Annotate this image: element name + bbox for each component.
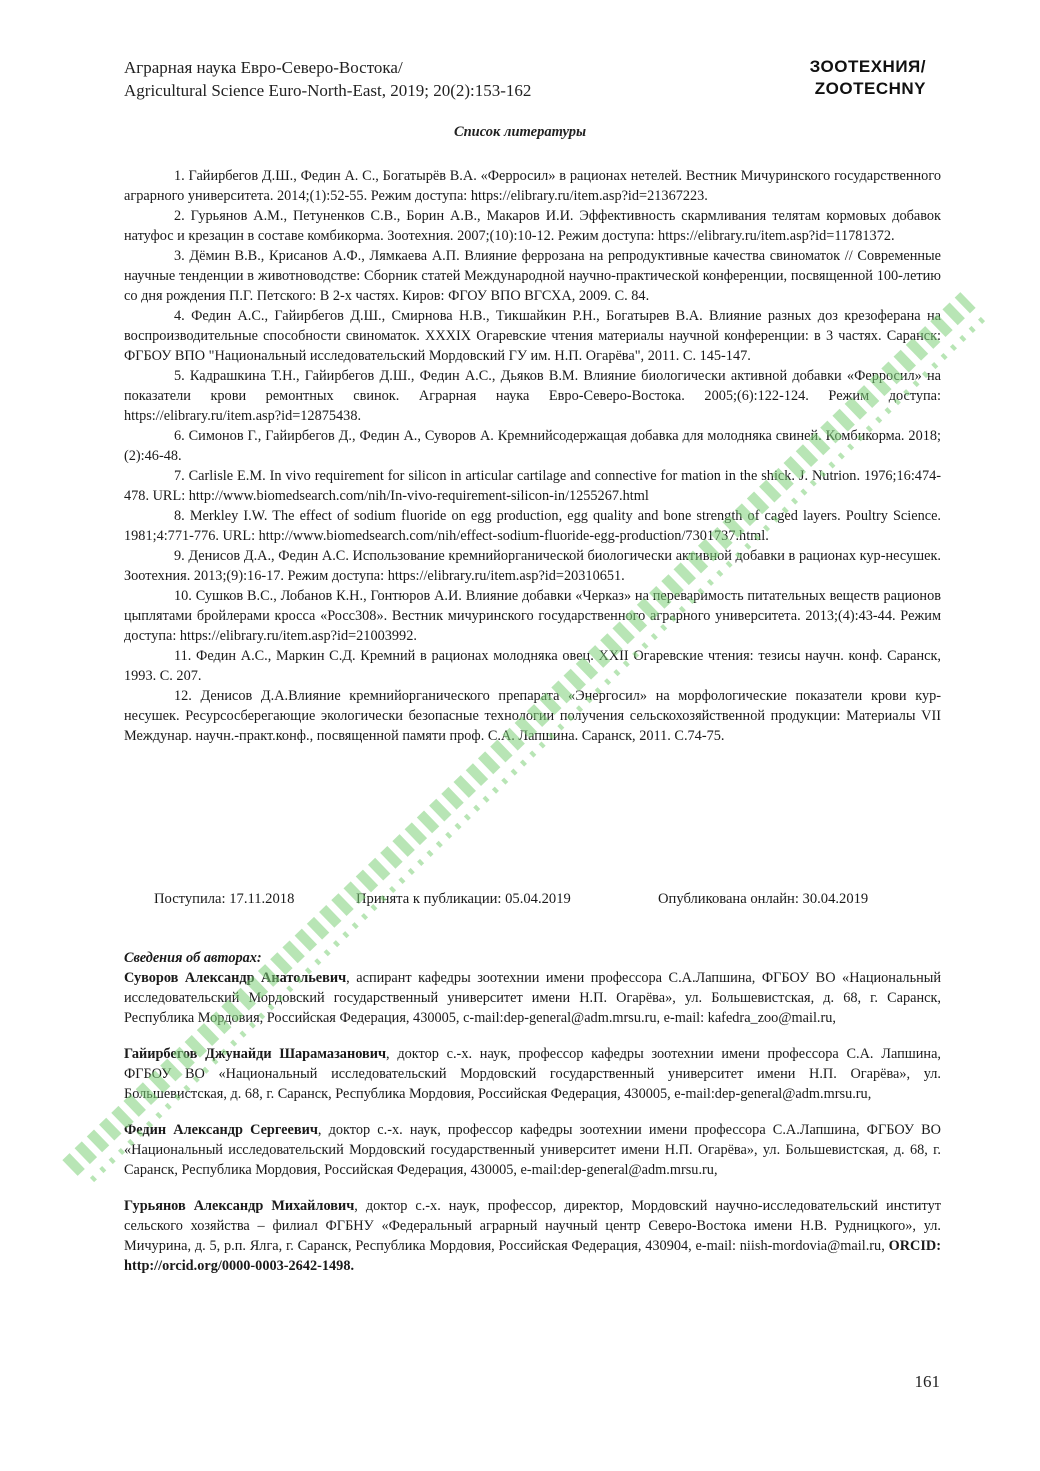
reference-item: 5. Кадрашкина Т.Н., Гайирбегов Д.Ш., Федин А.С., Дьяков В.М. Влияние биологически активной добавки «Ферросил» на показатели крови ремонтных свинок. Аграрная наука Евро-Северо-Востока. 2005;(6):122-124. Режим доступа: https://elibrary.ru/item.asp?id=12875438. [124, 368, 941, 424]
journal-header [124, 56, 531, 102]
reference-item: 10. Сушков В.С., Лобанов К.Н., Гонтюров А.И. Влияние добавки «Черказ» на переваримость питательных веществ рационов цыплятами бройлерами кросса «Росс308». Вестник мичуринского государственного аграрного университета. 2013;(4):43-44. Режим доступа: https://elibrary.ru/item.asp?id=21003992. [124, 588, 941, 644]
author-entry [124, 1044, 941, 1104]
reference-item: 12. Денисов Д.А.Влияние кремнийорганического препарата «Энергосил» на морфологические показатели крови кур-несушек. Ресурсосберегающие экологически безопасные технологии получения сельскохозяйственной продукции: Материалы VII Междунар. научн.-практ.конф., посвященной памяти проф. С.А. Лапшина. Саранск, 2011. С.74-75. [124, 688, 941, 744]
journal-citation-en: Agricultural Science Euro-North-East, 2019; 20(2):153-162 [124, 81, 532, 100]
published-date: Опубликована онлайн: 30.04.2019 [658, 891, 869, 907]
author-details: , доктор с.-х. наук, профессор, директор, Мордовский научно-исследовательский институт сельского хозяйства – филиал ФГБНУ «Федеральный аграрный научный центр Северо-Востока имени Н.В. Рудницкого», ул. Мичурина, д. 5, р.п. Ялга, г. Саранск, Республика Мордовия, Российская Федерация, 430904, e-mail: niish-mordovia@mail.ru, [124, 1198, 942, 1254]
author-name: Гайирбегов Джунайди Шарамазанович [124, 1046, 387, 1062]
page-number: 161 [914, 1372, 940, 1391]
author-name: Суворов Александр Анатольевич [124, 970, 347, 986]
journal-title-ru: Аграрная наука Евро-Северо-Востока/ [124, 58, 403, 77]
reference-item: 6. Симонов Г., Гайирбегов Д., Федин А., Суворов А. Кремнийсодержащая добавка для молодняка свиней. Комбикорма. 2018;(2):46-48. [124, 428, 941, 464]
accepted-date: Принята к публикации: 05.04.2019 [356, 891, 571, 907]
references-title: Список литературы [453, 124, 587, 140]
reference-item: 9. Денисов Д.А., Федин А.С. Использование кремнийорганической биологически активной добавки в рационах кур-несушек. Зоотехния. 2013;(9):16-17. Режим доступа: https://elibrary.ru/item.asp?id=20310651. [124, 548, 941, 584]
authors-heading: Сведения об авторах: [124, 950, 262, 966]
reference-item: 1. Гайирбегов Д.Ш., Федин А. С., Богатырёв В.А. «Ферросил» в рационах нетелей. Вестник Мичуринского государственного аграрного университета. 2014;(1):52-55. Режим доступа: https://elibrary.ru/item.asp?id=21367223. [124, 168, 941, 204]
author-details: , доктор с.-х. наук, профессор кафедры зоотехнии имени профессора С.А.Лапшина, ФГБОУ ВО «Национальный исследовательский Мордовский государственный университет имени Н.П. Огарёва», ул. Большевистская, д. 68, г. Саранск, Республика Мордовия, Российская Федерация, 430005, e-mail:dep-general@adm.mrsu.ru, [124, 1122, 941, 1178]
author-orcid: ORCID: http://orcid.org/0000-0003-2642-1498. [124, 1238, 941, 1274]
authors-section [124, 948, 941, 1292]
reference-item: 4. Федин А.С., Гайирбегов Д.Ш., Смирнова Н.В., Тикшайкин Р.Н., Богатырев В.А. Влияние разных доз крезоферана на воспроизводительные способности свиноматок. XXXIX Огаревские чтения материалы научной конференции: в 3 частях. Саранск: ФГБОУ ВПО "Национальный исследовательский Мордовский ГУ им. Н.П. Огарёва", 2011. С. 145-147. [124, 308, 941, 364]
author-entry [124, 1196, 941, 1276]
section-title-ru: ЗООТЕХНИЯ/ [809, 57, 926, 76]
received-date: Поступила: 17.11.2018 [154, 891, 295, 907]
author-entry [124, 1120, 941, 1180]
author-entry [124, 968, 941, 1028]
section-header [810, 56, 926, 100]
reference-item: 3. Дёмин В.В., Крисанов А.Ф., Лямкаева А.П. Влияние феррозана на репродуктивные качества свиноматок // Современные научные тенденции в животноводстве: Сборник статей Международной научно-практической конференции, посвященной 100-летию со дня рождения П.Г. Петского: В 2-х частях. Киров: ФГОУ ВПО ВГСХА, 2009. С. 84. [124, 248, 941, 304]
references-list [124, 166, 941, 746]
author-details: , аспирант кафедры зоотехнии имени профессора С.А.Лапшина, ФГБОУ ВО «Национальный исследовательский Мордовский государственный университет имени Н.П. Огарёва», ул. Большевистская, д. 68, г. Саранск, Республика Мордовия, Российская Федерация, 430005, c-mail:dep-general@adm.mrsu.ru, e-mail: kafedra_zoo@mail.ru, [124, 970, 941, 1026]
section-title-en: ZOOTECHNY [814, 79, 926, 98]
author-name: Федин Александр Сергеевич [124, 1122, 318, 1138]
author-details: , доктор с.-х. наук, профессор кафедры зоотехнии имени профессора С.А. Лапшина, ФГБОУ ВО «Национальный исследовательский Мордовский государственный университет имени Н.П. Огарёва», ул. Большевистская, д. 68, г. Саранск, Республика Мордовия, Российская Федерация, 430005, e-mail:dep-general@adm.mrsu.ru, [124, 1046, 941, 1102]
reference-item: 7. Carlisle E.M. In vivo requirement for silicon in articular cartilage and connective for mation in the shick. J. Nutrion. 1976;16:474-478. URL: http://www.biomedsearch.com/nih/In-vivo-requirement-silicon-in/1255267.html [124, 468, 941, 504]
reference-item: 2. Гурьянов А.М., Петуненков С.В., Борин А.В., Макаров И.И. Эффективность скармливания телятам кормовых добавок натуфос и крезацин в составе комбикорма. Зоотехния. 2007;(10):10-12. Режим доступа: https://elibrary.ru/item.asp?id=11781372. [124, 208, 941, 244]
reference-item: 11. Федин А.С., Маркин С.Д. Кремний в рационах молодняка овец. XXII Огаревские чтения: тезисы научн. конф. Саранск, 1993. С. 207. [124, 648, 941, 684]
reference-item: 8. Merkley I.W. The effect of sodium fluoride on egg production, egg quality and bone strength of caged layers. Poultry Science. 1981;4:771-776. URL: http://www.biomedsearch.com/nih/effect-sodium-fluoride-egg-production/7301737.html. [124, 508, 941, 544]
author-name: Гурьянов Александр Михайлович [124, 1198, 355, 1214]
